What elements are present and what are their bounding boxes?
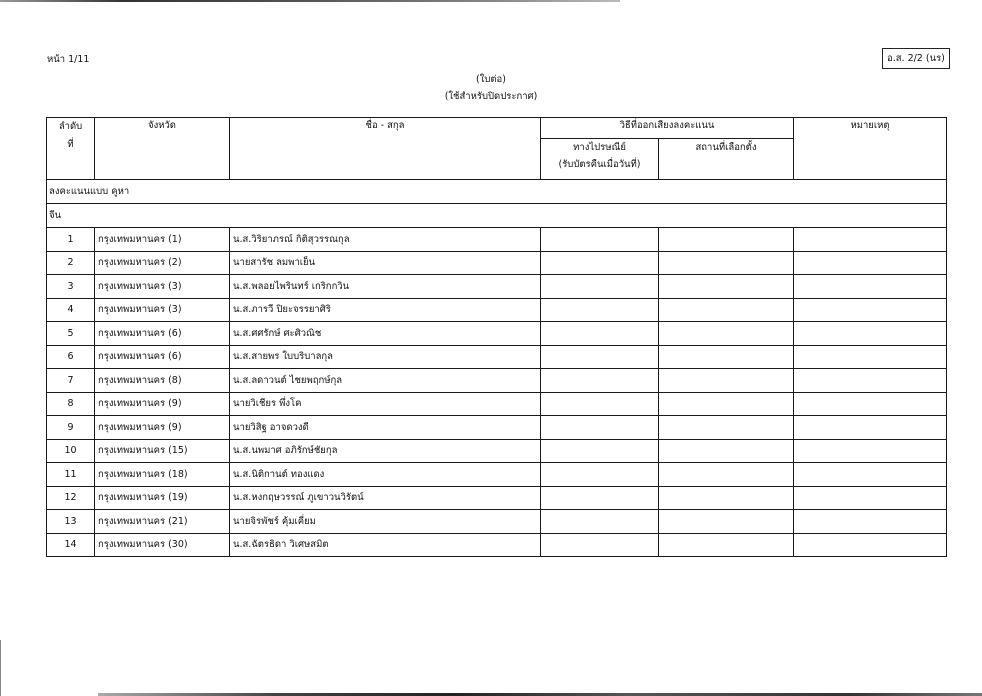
table-row bbox=[47, 392, 947, 416]
scan-edge-artifact-top bbox=[0, 0, 620, 2]
section-voting-type-label: ลงคะแนนแบบ คูหา bbox=[47, 180, 947, 204]
cell-name: นายจิรพัชร์ คุ้มเคี่ยม bbox=[230, 510, 541, 534]
cell-remarks bbox=[794, 439, 947, 463]
table-row bbox=[47, 463, 947, 487]
cell-remarks bbox=[794, 251, 947, 275]
table-row bbox=[47, 510, 947, 534]
section-country-label: จีน bbox=[47, 204, 947, 228]
cell-at-station bbox=[659, 486, 794, 510]
cell-province: กรุงเทพมหานคร (3) bbox=[95, 275, 230, 299]
cell-province: กรุงเทพมหานคร (6) bbox=[95, 322, 230, 346]
cell-order: 11 bbox=[47, 463, 95, 487]
cell-at-station bbox=[659, 251, 794, 275]
cell-province: กรุงเทพมหานคร (3) bbox=[95, 298, 230, 322]
cell-order: 12 bbox=[47, 486, 95, 510]
cell-name: นายวิเชียร พึ่งโค bbox=[230, 392, 541, 416]
cell-order: 14 bbox=[47, 533, 95, 557]
cell-at-station bbox=[659, 392, 794, 416]
cell-by-post bbox=[541, 322, 659, 346]
cell-at-station bbox=[659, 510, 794, 534]
document-title-purpose: (ใช้สำหรับปิดประกาศ) bbox=[444, 91, 538, 102]
cell-remarks bbox=[794, 228, 947, 252]
cell-order: 2 bbox=[47, 251, 95, 275]
header-order bbox=[47, 118, 95, 180]
cell-name: น.ส.ฉัตรธิดา วิเศษสมิต bbox=[230, 533, 541, 557]
cell-order: 13 bbox=[47, 510, 95, 534]
cell-by-post bbox=[541, 510, 659, 534]
cell-by-post bbox=[541, 463, 659, 487]
cell-by-post bbox=[541, 533, 659, 557]
table-row bbox=[47, 251, 947, 275]
cell-by-post bbox=[541, 369, 659, 393]
cell-name: น.ส.วิริยาภรณ์ กิติสุวรรณกุล bbox=[230, 228, 541, 252]
page-number: หน้า 1/11 bbox=[47, 54, 90, 65]
cell-at-station bbox=[659, 298, 794, 322]
cell-remarks bbox=[794, 533, 947, 557]
cell-remarks bbox=[794, 369, 947, 393]
cell-remarks bbox=[794, 486, 947, 510]
cell-name: น.ส.พลอยไพรินทร์ เกริกกวิน bbox=[230, 275, 541, 299]
cell-remarks bbox=[794, 345, 947, 369]
table-row bbox=[47, 345, 947, 369]
table-header-row bbox=[47, 118, 947, 139]
header-by-post-line1: ทางไปรษณีย์ bbox=[573, 142, 626, 153]
cell-province: กรุงเทพมหานคร (15) bbox=[95, 439, 230, 463]
header-voting-method: วิธีที่ออกเสียงลงคะแนน bbox=[541, 118, 794, 139]
cell-name: น.ส.ลดาวนต์ ไชยพฤกษ์กุล bbox=[230, 369, 541, 393]
cell-order: 6 bbox=[47, 345, 95, 369]
cell-remarks bbox=[794, 322, 947, 346]
cell-remarks bbox=[794, 416, 947, 440]
header-remarks: หมายเหตุ bbox=[794, 118, 947, 180]
cell-at-station bbox=[659, 275, 794, 299]
cell-by-post bbox=[541, 251, 659, 275]
cell-name: น.ส.ภารวี ปิยะจรรยาศิริ bbox=[230, 298, 541, 322]
cell-by-post bbox=[541, 228, 659, 252]
cell-province: กรุงเทพมหานคร (21) bbox=[95, 510, 230, 534]
table-row bbox=[47, 486, 947, 510]
cell-by-post bbox=[541, 439, 659, 463]
cell-order: 10 bbox=[47, 439, 95, 463]
cell-by-post bbox=[541, 275, 659, 299]
cell-province: กรุงเทพมหานคร (2) bbox=[95, 251, 230, 275]
cell-by-post bbox=[541, 345, 659, 369]
form-code-badge: อ.ส. 2/2 (นร) bbox=[882, 48, 950, 69]
header-by-post-line2: (รับบัตรคืนเมื่อวันที่) bbox=[558, 159, 641, 170]
cell-at-station bbox=[659, 463, 794, 487]
cell-at-station bbox=[659, 416, 794, 440]
cell-remarks bbox=[794, 275, 947, 299]
header-province: จังหวัด bbox=[95, 118, 230, 180]
cell-name: น.ส.ศศรักษ์ ศะศิวณิช bbox=[230, 322, 541, 346]
cell-name: นายวิสิฐ อาจดวงดี bbox=[230, 416, 541, 440]
cell-order: 3 bbox=[47, 275, 95, 299]
table-row bbox=[47, 439, 947, 463]
table-row bbox=[47, 322, 947, 346]
cell-order: 5 bbox=[47, 322, 95, 346]
table-row bbox=[47, 533, 947, 557]
cell-name: นายสารัช ลมพาเย็น bbox=[230, 251, 541, 275]
cell-remarks bbox=[794, 463, 947, 487]
cell-province: กรุงเทพมหานคร (1) bbox=[95, 228, 230, 252]
cell-province: กรุงเทพมหานคร (9) bbox=[95, 416, 230, 440]
table-row bbox=[47, 275, 947, 299]
cell-province: กรุงเทพมหานคร (19) bbox=[95, 486, 230, 510]
cell-province: กรุงเทพมหานคร (9) bbox=[95, 392, 230, 416]
cell-order: 4 bbox=[47, 298, 95, 322]
cell-name: น.ส.สายพร ใบบริบาลกุล bbox=[230, 345, 541, 369]
cell-at-station bbox=[659, 439, 794, 463]
cell-at-station bbox=[659, 322, 794, 346]
cell-remarks bbox=[794, 392, 947, 416]
cell-province: กรุงเทพมหานคร (30) bbox=[95, 533, 230, 557]
cell-at-station bbox=[659, 369, 794, 393]
cell-at-station bbox=[659, 228, 794, 252]
table-row bbox=[47, 228, 947, 252]
cell-province: กรุงเทพมหานคร (6) bbox=[95, 345, 230, 369]
cell-by-post bbox=[541, 298, 659, 322]
cell-order: 9 bbox=[47, 416, 95, 440]
header-name: ชื่อ - สกุล bbox=[230, 118, 541, 180]
header-at-polling-station: สถานที่เลือกตั้ง bbox=[659, 139, 794, 180]
cell-order: 1 bbox=[47, 228, 95, 252]
cell-by-post bbox=[541, 392, 659, 416]
voter-list-table bbox=[46, 117, 947, 557]
cell-name: น.ส.หงกฤษวรรณ์ ภูเขาวนวิรัตน์ bbox=[230, 486, 541, 510]
cell-province: กรุงเทพมหานคร (18) bbox=[95, 463, 230, 487]
cell-at-station bbox=[659, 345, 794, 369]
document-title-continuation: (ใบต่อ) bbox=[476, 74, 506, 85]
cell-order: 8 bbox=[47, 392, 95, 416]
cell-name: น.ส.นิติกานต์ ทองแดง bbox=[230, 463, 541, 487]
header-order-line2: ที่ bbox=[67, 139, 74, 150]
table-row bbox=[47, 416, 947, 440]
header-by-post bbox=[541, 139, 659, 180]
cell-remarks bbox=[794, 298, 947, 322]
header-order-line1: ลำดับ bbox=[58, 121, 83, 132]
table-row bbox=[47, 369, 947, 393]
cell-order: 7 bbox=[47, 369, 95, 393]
scan-edge-artifact-left bbox=[0, 640, 1, 696]
cell-at-station bbox=[659, 533, 794, 557]
section-row-voting-type bbox=[47, 180, 947, 204]
table-row bbox=[47, 298, 947, 322]
cell-by-post bbox=[541, 486, 659, 510]
cell-province: กรุงเทพมหานคร (8) bbox=[95, 369, 230, 393]
cell-remarks bbox=[794, 510, 947, 534]
cell-by-post bbox=[541, 416, 659, 440]
section-row-country bbox=[47, 204, 947, 228]
cell-name: น.ส.นพมาศ อภิรักษ์ชัยกุล bbox=[230, 439, 541, 463]
